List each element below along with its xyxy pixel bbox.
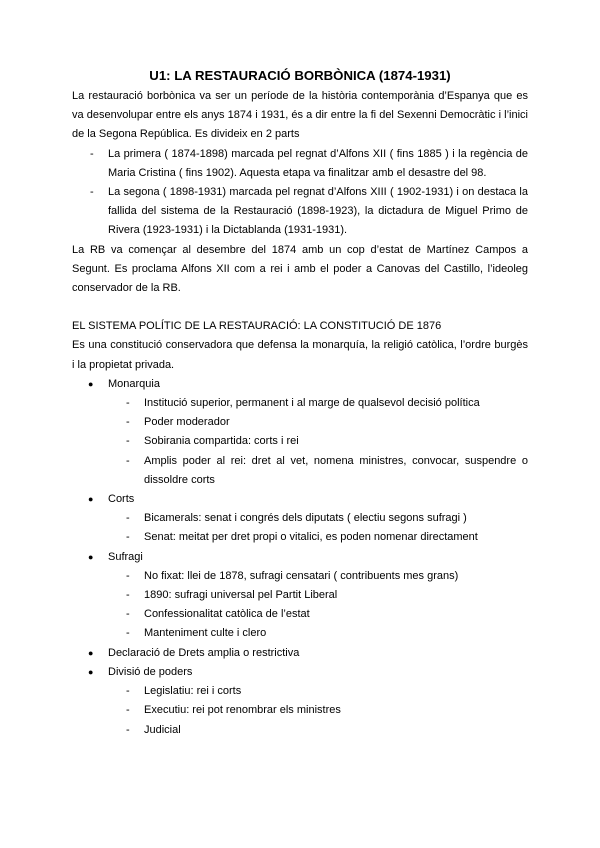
sub-item: - Legislatiu: rei i corts (126, 685, 242, 698)
section-heading: EL SISTEMA POLÍTIC DE LA RESTAURACIÓ: LA CONSTITUCIÓ DE 1876 (72, 320, 442, 333)
sub-item: - Manteniment culte i clero (126, 627, 267, 640)
sub-item: - Bicamerals: senat i congrés dels diputats ( electiu segons sufragi ) (126, 512, 467, 525)
sub-list (108, 394, 528, 490)
bullet-dot-icon: ● (88, 647, 94, 658)
list-item: ● Corts - Bicamerals: senat i congrés dels diputats ( electiu segons sufragi ) - Senat: meitat per dret propi o vitalici, es poden nomenar directament (72, 490, 528, 548)
document-title: U1: LA RESTAURACIÓ BORBÒNICA (1874-1931) (149, 68, 451, 83)
sub-item: - Executiu: rei pot renombrar els ministres (126, 704, 341, 717)
sub-list (108, 509, 528, 547)
sub-item: - Poder moderador (126, 416, 230, 429)
sub-item: - Sobirania compartida: corts i rei (126, 435, 299, 448)
sub-item: - Institució superior, permanent i al marge de qualsevol decisió política (126, 397, 480, 410)
bullet-dot-icon: ● (88, 666, 94, 677)
sub-item: - Amplis poder al rei: dret al vet, nomena ministres, convocar, suspendre o dissoldre corts (126, 454, 528, 486)
section-intro: Es una constitució conservadora que defensa la monarquía, la religió catòlica, l’ordre burgès i la propietat privada. (72, 339, 528, 371)
dash-bullet: - (90, 147, 94, 160)
bullet-dot-icon: ● (88, 494, 94, 505)
sub-item: - Confessionalitat catòlica de l’estat (126, 608, 310, 621)
list-item: ● Sufragi - No fixat: llei de 1878, sufragi censatari ( contribuents mes grans) - 1890: sufragi universal pel Partit Liberal - Confessionalitat catòlica de l’estat - Manteniment culte i clero (72, 548, 528, 644)
sub-list (108, 567, 528, 644)
list-item: - La segona ( 1898-1931) marcada pel regnat d’Alfons XIII ( 1902-1931) i on destaca la fallida del sistema de la Restauració (1898-1923), la dictadura de Miguel Primo de Rivera (1923-1931) i la Dictablanda (1931-1931). (72, 183, 528, 241)
list-item: ● Monarquia - Institució superior, permanent i al marge de qualsevol decisió política - Poder moderador - Sobirania compartida: corts i rei - Amplis poder al rei: dret al vet, nomena ministres, convocar, suspendre o dissoldre corts (72, 375, 528, 490)
intro-paragraph: La restauració borbònica va ser un període de la història contemporània d’Espanya que es va desenvolupar entre els anys 1874 i 1931, és a dir entre la fi del Sexenni Democràtic i l’inici de la Segona República. Es divideix en 2 parts (72, 90, 528, 141)
sub-item: - No fixat: llei de 1878, sufragi censatari ( contribuents mes grans) (126, 569, 459, 582)
constitution-items (72, 375, 528, 740)
bullet-dot-icon: ● (88, 551, 94, 562)
sub-item: - Senat: meitat per dret propi o vitalici, es poden nomenar directament (126, 531, 478, 544)
bullet-dot-icon: ● (88, 378, 94, 389)
list-item: ● Divisió de poders - Legislatiu: rei i corts - Executiu: rei pot renombrar els ministres - Judicial (72, 663, 528, 740)
list-item: ● Declaració de Drets amplia o restrictiva (72, 644, 528, 663)
dash-bullet: - (90, 186, 94, 199)
list-item: - La primera ( 1874-1898) marcada pel regnat d’Alfons XII ( fins 1885 ) i la regència de Maria Cristina ( fins 1902). Aquesta etapa va finalitzar amb el desastre del 98. (72, 145, 528, 183)
sub-list (108, 682, 528, 740)
document-page (72, 66, 528, 740)
rb-paragraph: La RB va començar al desembre del 1874 amb un cop d’estat de Martínez Campos a Segunt. Es proclama Alfons XII com a rei i amb el poder a Canovas del Castillo, l’ideoleg conservador de la RB. (72, 243, 528, 295)
parts-list (72, 145, 528, 241)
sub-item: - Judicial (126, 723, 181, 736)
sub-item: - 1890: sufragi universal pel Partit Liberal (126, 589, 338, 602)
